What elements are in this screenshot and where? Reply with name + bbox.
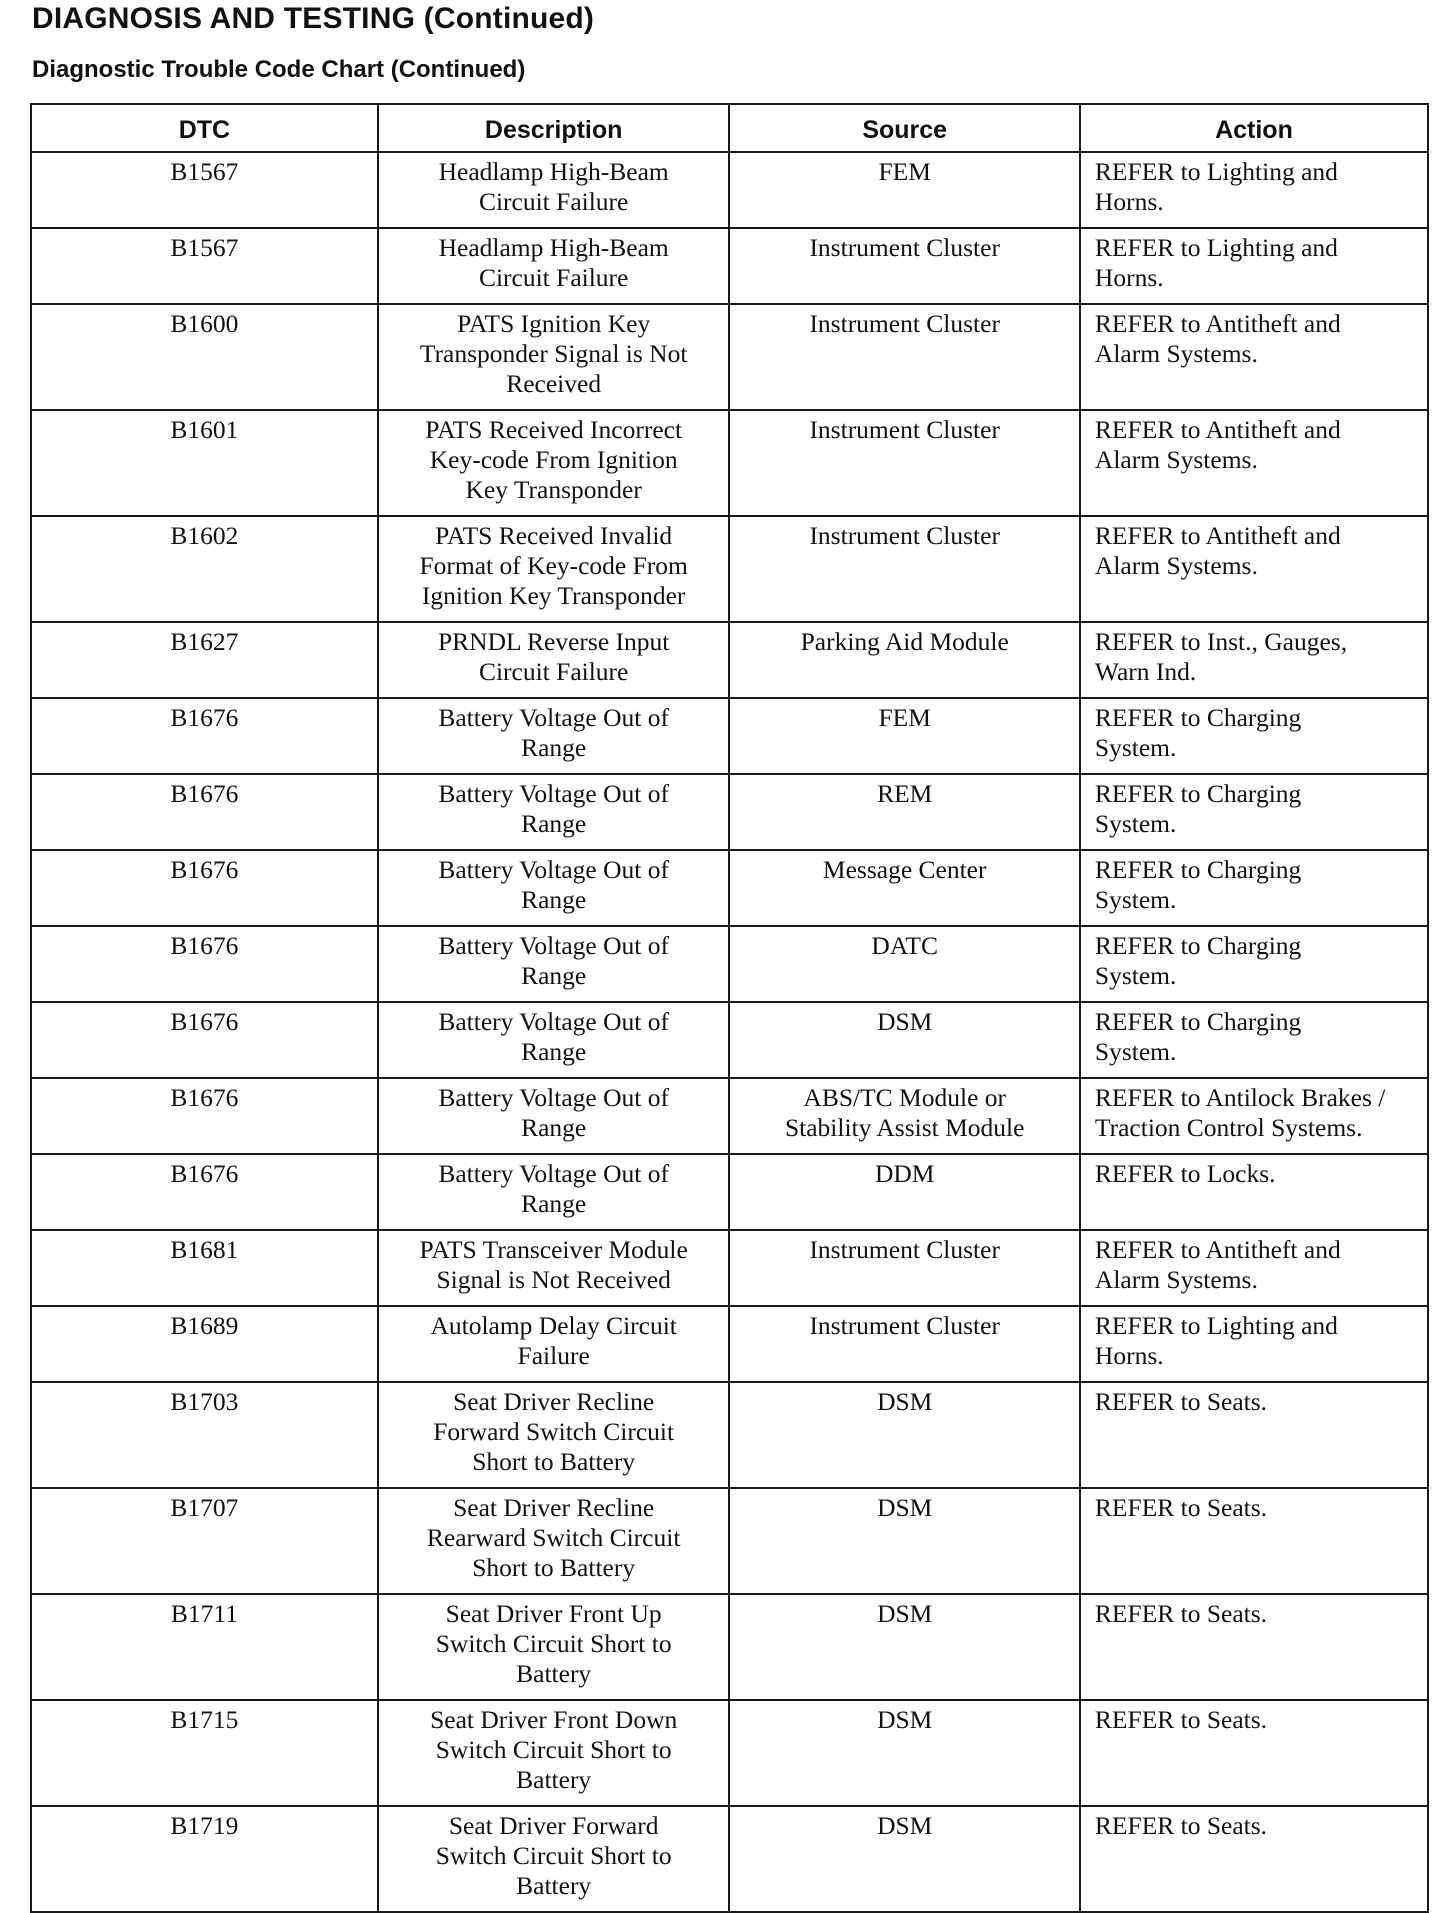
action-cell [1080,152,1428,228]
table-row [31,622,1428,698]
table-row [31,850,1428,926]
description-cell [378,1154,730,1230]
action-line: System. [1094,809,1177,838]
action-cell [1080,850,1428,926]
description-line: Circuit Failure [478,263,629,292]
table-header-row [31,104,1428,152]
action-cell [1080,774,1428,850]
description-cell [378,850,730,926]
action-line: REFER to Locks. [1094,1159,1276,1188]
table-row [31,1594,1428,1700]
table-row [31,1002,1428,1078]
description-line: Circuit Failure [478,187,629,216]
dtc-code-cell: B1703 [31,1382,378,1488]
dtc-code-cell: B1602 [31,516,378,622]
description-cell [378,1230,730,1306]
description-line: Short to Battery [472,1447,636,1476]
description-line: Battery Voltage Out of [438,703,669,732]
source-cell [729,1078,1079,1154]
description-cell [378,304,730,410]
column-header-dtc: DTC [31,104,378,152]
action-line: System. [1094,1037,1177,1066]
description-line: PATS Ignition Key [457,309,651,338]
column-header-source: Source [729,104,1079,152]
dtc-code-cell: B1567 [31,228,378,304]
description-cell [378,1078,730,1154]
description-cell [378,1806,730,1912]
action-cell [1080,1002,1428,1078]
table-row [31,152,1428,228]
source-cell [729,1002,1079,1078]
description-cell [378,926,730,1002]
dtc-code-cell: B1676 [31,774,378,850]
action-line: System. [1094,733,1177,762]
description-line: Range [521,1037,587,1066]
description-line: Range [521,733,587,762]
table-body [31,152,1428,1912]
description-cell [378,410,730,516]
source-cell [729,1154,1079,1230]
dtc-code-cell: B1719 [31,1806,378,1912]
description-line: Battery [516,1765,592,1794]
description-cell [378,1700,730,1806]
description-line: Circuit Failure [478,657,629,686]
dtc-code-cell: B1689 [31,1306,378,1382]
description-line: Key Transponder [465,475,642,504]
description-cell [378,1382,730,1488]
action-line: REFER to Antitheft and [1094,1235,1341,1264]
action-line: REFER to Antitheft and [1094,415,1341,444]
action-cell [1080,1488,1428,1594]
dtc-code-cell: B1676 [31,926,378,1002]
dtc-code-cell: B1711 [31,1594,378,1700]
dtc-code-cell: B1707 [31,1488,378,1594]
source-cell [729,1806,1079,1912]
description-cell [378,622,730,698]
action-line: System. [1094,885,1177,914]
description-line: Seat Driver Front Up [445,1599,662,1628]
action-cell [1080,228,1428,304]
action-cell [1080,622,1428,698]
description-line: PATS Received Incorrect [425,415,683,444]
source-cell [729,850,1079,926]
table-row [31,1700,1428,1806]
description-cell [378,774,730,850]
source-cell [729,516,1079,622]
action-line: REFER to Charging [1094,779,1302,808]
source-cell [729,410,1079,516]
source-line: DSM [877,1387,933,1416]
action-line: REFER to Antitheft and [1094,521,1341,550]
dtc-code-cell: B1601 [31,410,378,516]
description-line: Battery [516,1659,592,1688]
action-line: Alarm Systems. [1094,445,1258,474]
source-cell [729,1382,1079,1488]
source-line: Instrument Cluster [809,233,1000,262]
action-line: Horns. [1094,263,1164,292]
page-title: DIAGNOSIS AND TESTING (Continued) [32,2,595,35]
source-line: DSM [877,1705,933,1734]
description-line: Seat Driver Recline [453,1493,655,1522]
description-cell [378,1306,730,1382]
action-cell [1080,516,1428,622]
table-row [31,698,1428,774]
source-line: FEM [878,157,931,186]
source-cell [729,1594,1079,1700]
source-cell [729,228,1079,304]
source-line: DSM [877,1493,933,1522]
source-line: DDM [874,1159,935,1188]
action-line: REFER to Lighting and [1094,157,1338,186]
table-row [31,926,1428,1002]
action-line: REFER to Charging [1094,855,1302,884]
description-line: Battery Voltage Out of [438,855,669,884]
action-cell [1080,1700,1428,1806]
dtc-code-cell: B1676 [31,1002,378,1078]
description-line: PRNDL Reverse Input [437,627,670,656]
source-cell [729,152,1079,228]
table-row [31,1078,1428,1154]
description-line: Format of Key-code From [419,551,688,580]
description-cell [378,516,730,622]
action-cell [1080,1806,1428,1912]
description-line: Ignition Key Transponder [421,581,686,610]
action-line: Traction Control Systems. [1094,1113,1363,1142]
column-header-description: Description [378,104,730,152]
action-cell [1080,926,1428,1002]
description-line: Range [521,885,587,914]
source-cell [729,1700,1079,1806]
action-line: System. [1094,961,1177,990]
action-line: REFER to Antilock Brakes / [1094,1083,1386,1112]
action-line: Alarm Systems. [1094,1265,1258,1294]
description-line: Range [521,1189,587,1218]
action-line: Warn Ind. [1094,657,1197,686]
action-line: REFER to Seats. [1094,1599,1268,1628]
description-line: Battery Voltage Out of [438,1007,669,1036]
description-line: Battery [516,1871,592,1900]
description-line: Seat Driver Recline [453,1387,655,1416]
dtc-code-cell: B1627 [31,622,378,698]
source-line: DSM [877,1599,933,1628]
description-line: Seat Driver Front Down [430,1705,678,1734]
action-line: Horns. [1094,1341,1164,1370]
description-line: Headlamp High-Beam [438,157,669,186]
description-line: Key-code From Ignition [429,445,678,474]
source-cell [729,1230,1079,1306]
description-cell [378,1594,730,1700]
description-line: Battery Voltage Out of [438,1159,669,1188]
source-line: DATC [871,931,938,960]
source-line: DSM [877,1811,933,1840]
dtc-code-cell: B1676 [31,850,378,926]
dtc-code-cell: B1676 [31,1078,378,1154]
action-line: REFER to Lighting and [1094,233,1338,262]
action-line: REFER to Antitheft and [1094,309,1341,338]
action-line: Alarm Systems. [1094,339,1258,368]
action-line: REFER to Seats. [1094,1811,1268,1840]
source-line: Instrument Cluster [809,415,1000,444]
description-line: Range [521,809,587,838]
table-row [31,304,1428,410]
source-line: Instrument Cluster [809,1311,1000,1340]
table-row [31,228,1428,304]
description-line: Switch Circuit Short to [435,1629,672,1658]
source-cell [729,622,1079,698]
source-line: ABS/TC Module or [803,1083,1006,1112]
section-subtitle: Diagnostic Trouble Code Chart (Continued) [32,56,526,83]
table-row [31,1230,1428,1306]
table-row [31,410,1428,516]
action-line: REFER to Charging [1094,1007,1302,1036]
action-cell [1080,1382,1428,1488]
description-cell [378,1002,730,1078]
column-header-action: Action [1080,104,1428,152]
source-line: Instrument Cluster [809,1235,1000,1264]
source-line: REM [877,779,933,808]
description-line: Headlamp High-Beam [438,233,669,262]
description-line: Autolamp Delay Circuit [430,1311,677,1340]
source-line: FEM [878,703,931,732]
description-line: Range [521,961,587,990]
description-cell [378,152,730,228]
action-line: Horns. [1094,187,1164,216]
dtc-code-cell: B1681 [31,1230,378,1306]
source-line: Parking Aid Module [800,627,1009,656]
description-cell [378,228,730,304]
dtc-chart-table [30,103,1429,1913]
description-cell [378,1488,730,1594]
action-cell [1080,410,1428,516]
description-line: PATS Transceiver Module [419,1235,688,1264]
description-line: Battery Voltage Out of [438,931,669,960]
source-cell [729,304,1079,410]
action-line: REFER to Seats. [1094,1387,1268,1416]
dtc-code-cell: B1715 [31,1700,378,1806]
description-line: Range [521,1113,587,1142]
dtc-code-cell: B1600 [31,304,378,410]
description-line: Switch Circuit Short to [435,1735,672,1764]
description-line: Failure [517,1341,590,1370]
dtc-code-cell: B1676 [31,1154,378,1230]
description-line: Forward Switch Circuit [433,1417,675,1446]
source-line: Instrument Cluster [809,309,1000,338]
action-line: REFER to Lighting and [1094,1311,1338,1340]
description-line: Signal is Not Received [436,1265,671,1294]
description-line: Transponder Signal is Not [419,339,688,368]
source-line: DSM [877,1007,933,1036]
action-line: REFER to Charging [1094,931,1302,960]
description-line: Battery Voltage Out of [438,779,669,808]
action-cell [1080,1078,1428,1154]
action-line: REFER to Seats. [1094,1705,1268,1734]
action-cell [1080,1306,1428,1382]
action-cell [1080,698,1428,774]
table-row [31,516,1428,622]
action-cell [1080,1154,1428,1230]
action-cell [1080,1230,1428,1306]
description-line: Rearward Switch Circuit [426,1523,681,1552]
description-line: Switch Circuit Short to [435,1841,672,1870]
action-line: REFER to Charging [1094,703,1302,732]
table-row [31,1306,1428,1382]
source-line: Message Center [822,855,987,884]
action-line: REFER to Inst., Gauges, [1094,627,1348,656]
table-row [31,1382,1428,1488]
action-line: REFER to Seats. [1094,1493,1268,1522]
source-cell [729,1306,1079,1382]
table-row [31,774,1428,850]
dtc-code-cell: B1676 [31,698,378,774]
source-cell [729,698,1079,774]
description-line: Battery Voltage Out of [438,1083,669,1112]
source-line: Instrument Cluster [809,521,1000,550]
action-line: Alarm Systems. [1094,551,1258,580]
source-line: Stability Assist Module [784,1113,1025,1142]
source-cell [729,1488,1079,1594]
description-line: Seat Driver Forward [448,1811,659,1840]
action-cell [1080,304,1428,410]
description-line: PATS Received Invalid [435,521,673,550]
description-line: Short to Battery [472,1553,636,1582]
source-cell [729,774,1079,850]
table-row [31,1488,1428,1594]
dtc-code-cell: B1567 [31,152,378,228]
table-row [31,1806,1428,1912]
description-cell [378,698,730,774]
action-cell [1080,1594,1428,1700]
source-cell [729,926,1079,1002]
table-row [31,1154,1428,1230]
description-line: Received [506,369,602,398]
